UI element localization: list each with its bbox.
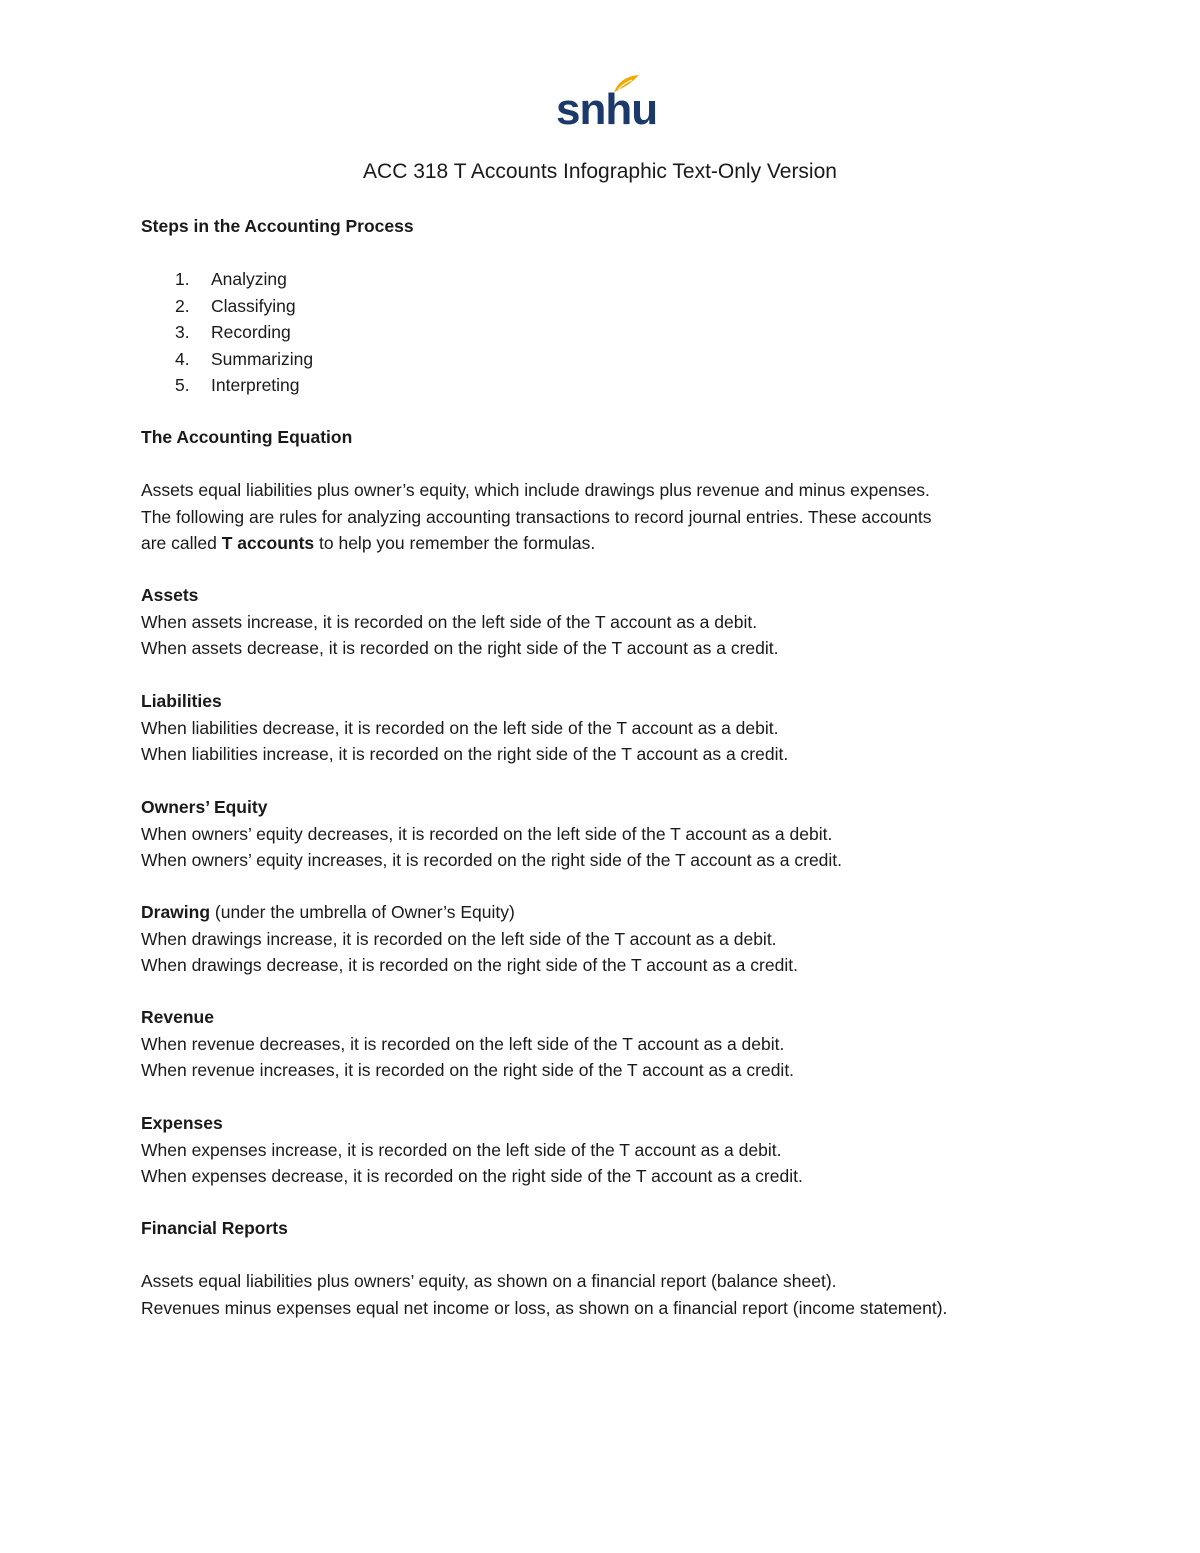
t-accounts-term: T accounts bbox=[221, 533, 315, 553]
equation-heading: The Accounting Equation bbox=[141, 427, 353, 447]
snhu-logo bbox=[550, 72, 658, 134]
rule-line: When assets decrease, it is recorded on the right side of the T account as a credit. bbox=[141, 638, 779, 658]
rule-line: When owners’ equity decreases, it is recorded on the left side of the T account as a debit. bbox=[141, 823, 833, 844]
reports-heading: Financial Reports bbox=[141, 1218, 288, 1238]
rule-line: When revenue increases, it is recorded on the right side of the T account as a credit. bbox=[141, 1060, 795, 1080]
list-item: 2. Classifying bbox=[175, 295, 296, 316]
revenue-section bbox=[141, 1004, 1101, 1084]
assets-section bbox=[141, 582, 1101, 662]
rule-line: When revenue decreases, it is recorded on the left side of the T account as a debit. bbox=[141, 1033, 785, 1054]
paragraph-line: The following are rules for analyzing accounting transactions to record journal entries. These accounts bbox=[141, 506, 932, 527]
logo-text: snhu bbox=[556, 85, 658, 134]
rule-line: When owners’ equity increases, it is recorded on the right side of the T account as a credit. bbox=[141, 850, 843, 870]
drawing-note: (under the umbrella of Owner’s Equity) bbox=[210, 902, 515, 922]
rule-line: When drawings increase, it is recorded on the left side of the T account as a debit. bbox=[141, 928, 777, 949]
section-heading: Drawing (under the umbrella of Owner’s Equity) bbox=[141, 902, 515, 922]
section-heading: Revenue bbox=[141, 1007, 214, 1027]
rule-line: When liabilities decrease, it is recorded on the left side of the T account as a debit. bbox=[141, 717, 779, 738]
list-item: 3. Recording bbox=[175, 322, 291, 342]
section-heading: Expenses bbox=[141, 1113, 223, 1133]
reports-paragraph bbox=[141, 1268, 1101, 1321]
liabilities-section bbox=[141, 688, 1101, 768]
paragraph-line: Assets equal liabilities plus owners’ equity, as shown on a financial report (balance sheet). bbox=[141, 1271, 837, 1291]
expenses-section bbox=[141, 1110, 1101, 1190]
owners-equity-section bbox=[141, 794, 1101, 874]
section-heading: Assets bbox=[141, 585, 199, 605]
rule-line: When assets increase, it is recorded on the left side of the T account as a debit. bbox=[141, 611, 758, 632]
list-item: 4. Summarizing bbox=[175, 348, 314, 369]
section-heading: Liabilities bbox=[141, 691, 222, 711]
paragraph-line: Assets equal liabilities plus owner’s equity, which include drawings plus revenue and minus expenses. bbox=[141, 480, 930, 500]
list-item: 1. Analyzing bbox=[175, 269, 287, 289]
paragraph-line: Revenues minus expenses equal net income or loss, as shown on a financial report (income statement). bbox=[141, 1297, 948, 1318]
paragraph-line: are called T accounts to help you remember the formulas. bbox=[141, 533, 596, 553]
rule-line: When drawings decrease, it is recorded on the right side of the T account as a credit. bbox=[141, 955, 798, 975]
rule-line: When expenses decrease, it is recorded on the right side of the T account as a credit. bbox=[141, 1166, 803, 1186]
rule-line: When liabilities increase, it is recorded on the right side of the T account as a credit. bbox=[141, 744, 789, 764]
steps-heading: Steps in the Accounting Process bbox=[141, 216, 414, 236]
page-title: ACC 318 T Accounts Infographic Text-Only Version bbox=[363, 160, 837, 183]
drawing-section bbox=[141, 899, 1101, 979]
steps-list bbox=[141, 266, 313, 399]
rule-line: When expenses increase, it is recorded on the left side of the T account as a debit. bbox=[141, 1139, 782, 1160]
section-heading: Owners’ Equity bbox=[141, 797, 268, 817]
list-item: 5. Interpreting bbox=[175, 375, 300, 395]
equation-paragraph bbox=[141, 477, 1101, 557]
